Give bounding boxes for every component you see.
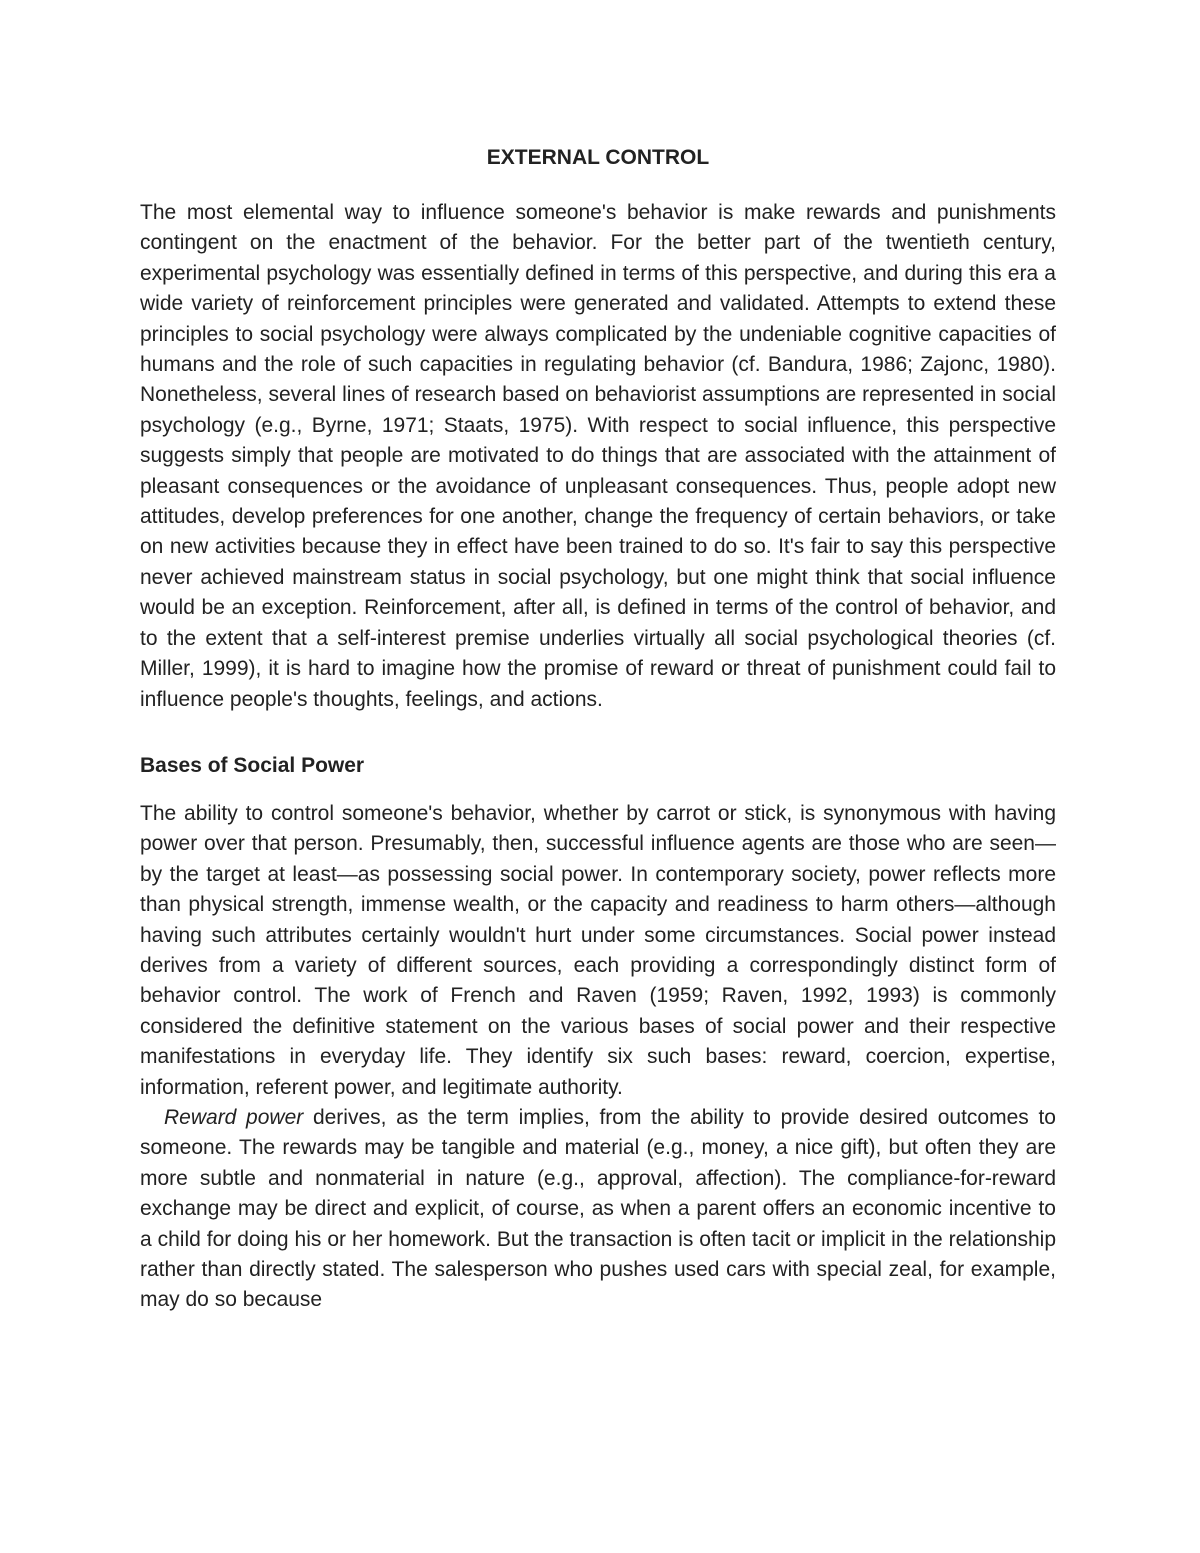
intro-paragraph: The most elemental way to influence someone's behavior is make rewards and punishments contingent on the enactment of the behavior. For the better part of the twentieth century, experimental psychology was essentially defined in terms of this perspective, and during this era a wide variety of reinforcement principles were generated and validated. Attempts to extend these principles to social psychology were always complicated by the undeniable cognitive capacities of humans and the role of such capacities in regulating behavior (cf. Bandura, 1986; Zajonc, 1980). Nonetheless, several lines of research based on behaviorist assumptions are represented in social psychology (e.g., Byrne, 1971; Staats, 1975). With respect to social influence, this perspective suggests simply that people are motivated to do things that are associated with the attainment of pleasant consequences or the avoidance of unpleasant consequences. Thus, people adopt new attitudes, develop preferences for one another, change the frequency of certain behaviors, or take on new activities because they in effect have been trained to do so. It's fair to say this perspective never achieved mainstream status in social psychology, but one might think that social influence would be an exception. Reinforcement, after all, is defined in terms of the control of behavior, and to the extent that a self-interest premise underlies virtually all social psychological theories (cf. Miller, 1999), it is hard to imagine how the promise of reward or threat of punishment could fail to influence people's thoughts, feelings, and actions.	[140, 201, 1056, 711]
document-page	[140, 143, 1056, 1316]
reward-power-text: derives, as the term implies, from the ability to provide desired outcomes to someone. The rewards may be tangible and material (e.g., money, a nice gift), but often they are more subtle and nonmaterial in nature (e.g., approval, affection). The compliance-for-reward exchange may be direct and explicit, of course, as when a parent offers an economic incentive to a child for doing his or her homework. But the transaction is often tacit or implicit in the relationship rather than directly stated. The salesperson who pushes used cars with special zeal, for example, may do so because	[140, 1105, 1056, 1312]
document-title: EXTERNAL CONTROL	[486, 146, 710, 169]
reward-power-paragraph	[140, 1103, 1056, 1316]
reward-power-term: Reward power	[164, 1105, 304, 1129]
section-heading: Bases of Social Power	[140, 753, 365, 777]
section-paragraph: The ability to control someone's behavior, whether by carrot or stick, is synonymous with having power over that person. Presumably, then, successful influence agents are those who are seen—by the target at least—as possessing social power. In contemporary society, power reflects more than physical strength, immense wealth, or the capacity and readiness to harm others—although having such attributes certainly wouldn't hurt under some circumstances. Social power instead derives from a variety of different sources, each providing a correspondingly distinct form of behavior control. The work of French and Raven (1959; Raven, 1992, 1993) is commonly considered the definitive statement on the various bases of social power and their respective manifestations in everyday life. They identify six such bases: reward, coercion, expertise, information, referent power, and legitimate authority.	[140, 801, 1056, 1099]
